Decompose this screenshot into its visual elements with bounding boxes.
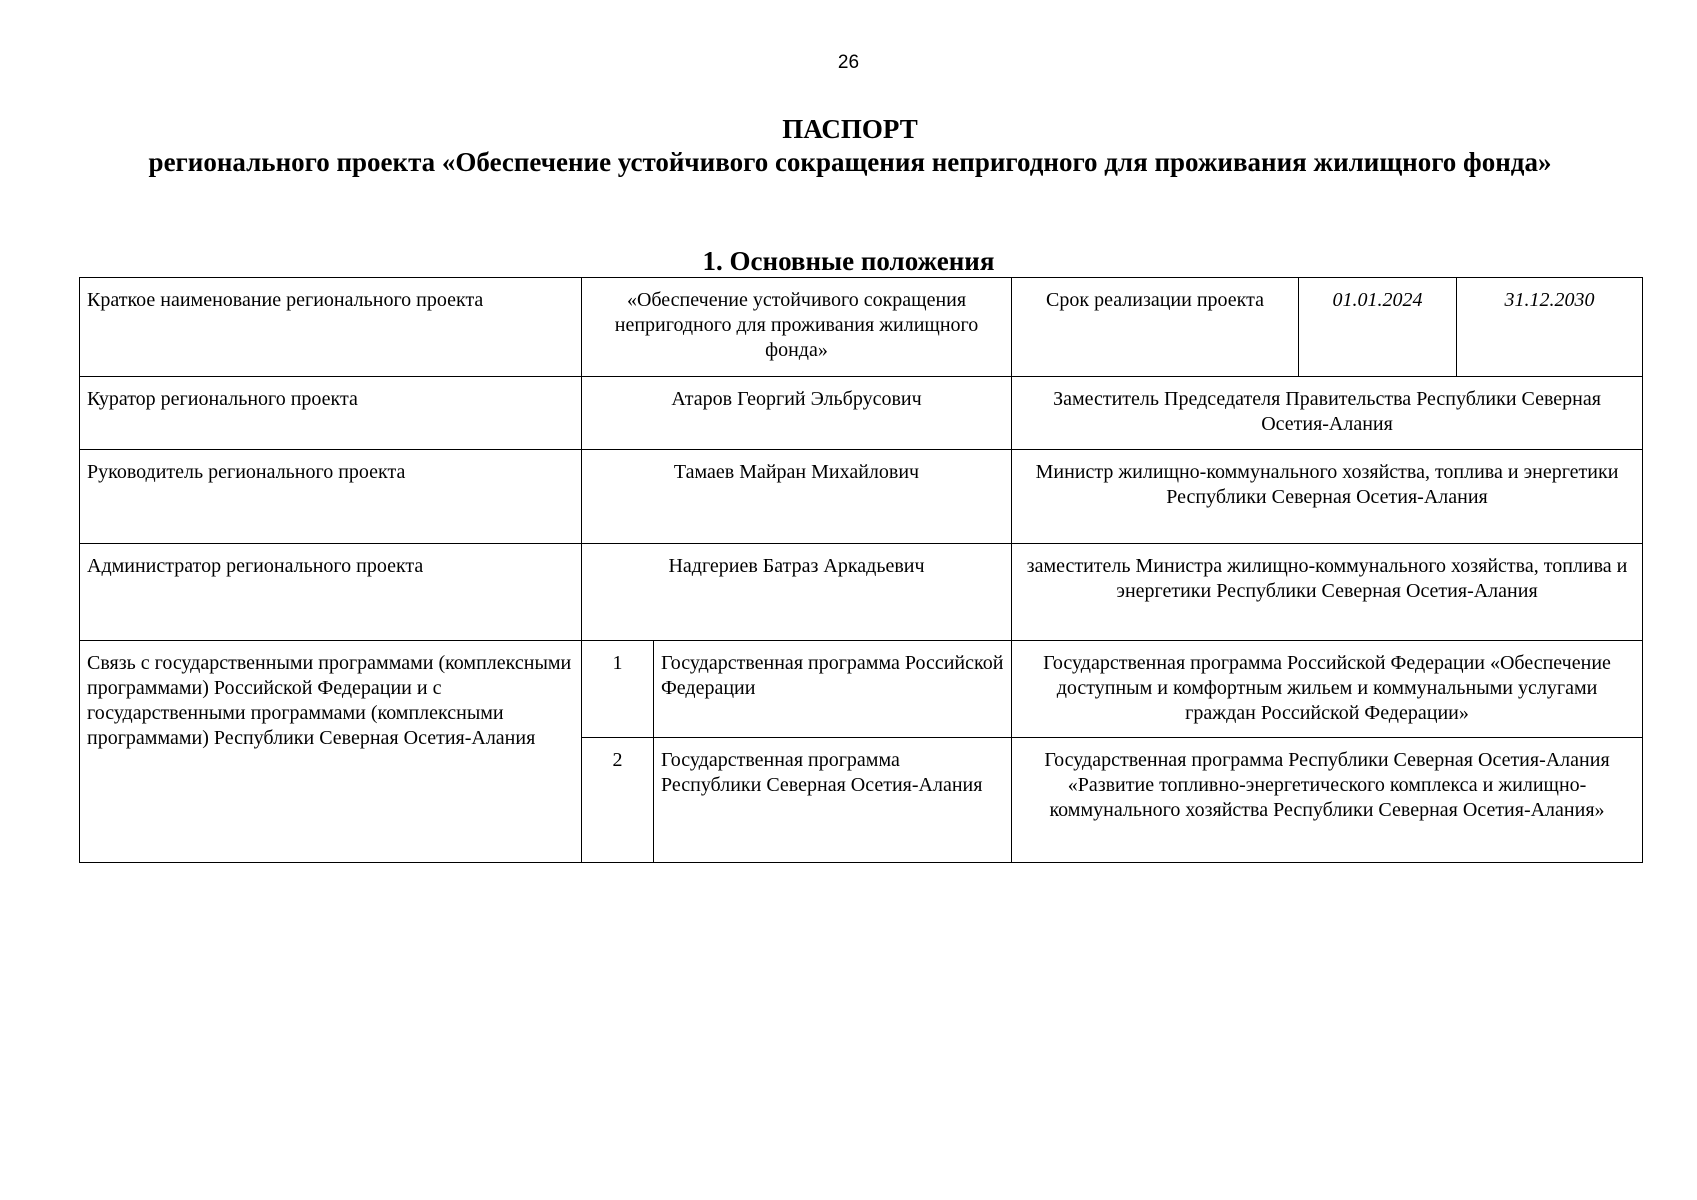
head-position: Министр жилищно-коммунального хозяйства, топлива и энергетики Республики Северная Осетия-Алания: [1012, 450, 1643, 544]
table-row-short-name: [80, 278, 1643, 377]
head-name: Тамаев Майран Михайлович: [582, 450, 1012, 544]
curator-name: Атаров Георгий Эльбрусович: [582, 377, 1012, 450]
short-name-label: Краткое наименование регионального проекта: [80, 278, 582, 377]
table-row-administrator: [80, 544, 1643, 641]
passport-table: [79, 277, 1643, 863]
programs-label: Связь с государственными программами (комплексными программами) Российской Федерации и с государственными программами (комплексными программами) Республики Северная Осетия-Алания: [80, 641, 582, 863]
document-title: [140, 113, 1560, 179]
administrator-name: Надгериев Батраз Аркадьевич: [582, 544, 1012, 641]
administrator-position: заместитель Министра жилищно-коммунального хозяйства, топлива и энергетики Республики Северная Осетия-Алания: [1012, 544, 1643, 641]
curator-label: Куратор регионального проекта: [80, 377, 582, 450]
table-row-head: [80, 450, 1643, 544]
table-row-curator: [80, 377, 1643, 450]
program-type: Государственная программа Российской Федерации: [654, 641, 1012, 738]
start-date: 01.01.2024: [1299, 278, 1457, 377]
page-number: 26: [837, 52, 860, 73]
program-number: 2: [582, 738, 654, 863]
passport-title: ПАСПОРТ: [782, 114, 918, 144]
program-name: Государственная программа Российской Федерации «Обеспечение доступным и комфортным жильем и коммунальными услугами граждан Российской Федерации»: [1012, 641, 1643, 738]
administrator-label: Администратор регионального проекта: [80, 544, 582, 641]
program-number: 1: [582, 641, 654, 738]
short-name-value: «Обеспечение устойчивого сокращения непригодного для проживания жилищного фонда»: [582, 278, 1012, 377]
end-date: 31.12.2030: [1457, 278, 1643, 377]
section-heading: 1. Основные положения: [702, 246, 995, 276]
period-label: Срок реализации проекта: [1012, 278, 1299, 377]
program-type: Государственная программа Республики Северная Осетия-Алания: [654, 738, 1012, 863]
curator-position: Заместитель Председателя Правительства Республики Северная Осетия-Алания: [1012, 377, 1643, 450]
project-title: регионального проекта «Обеспечение устойчивого сокращения непригодного для проживания жилищного фонда»: [148, 147, 1552, 177]
program-name: Государственная программа Республики Северная Осетия-Алания «Развитие топливно-энергетического комплекса и жилищно-коммунального хозяйства Республики Северная Осетия-Алания»: [1012, 738, 1643, 863]
table-row-program-1: [80, 641, 1643, 738]
head-label: Руководитель регионального проекта: [80, 450, 582, 544]
